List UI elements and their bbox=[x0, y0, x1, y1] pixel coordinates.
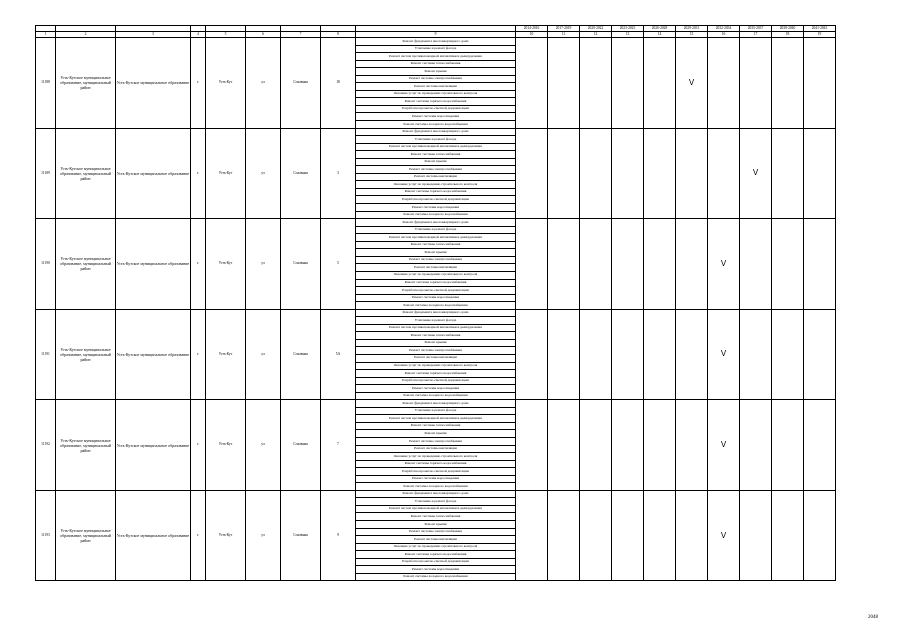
period-header: 2038-2040 bbox=[772, 26, 804, 32]
column-number: 2 bbox=[56, 32, 116, 38]
schedule-cell bbox=[548, 128, 580, 219]
house-number: 3 bbox=[321, 128, 356, 219]
schedule-cell bbox=[740, 490, 772, 581]
street-name: Сплавная bbox=[281, 219, 321, 310]
work-type: Ремонт фундамента многоквартирного дома bbox=[356, 128, 516, 136]
street-name: Сплавная bbox=[281, 400, 321, 491]
schedule-cell bbox=[580, 309, 612, 400]
schedule-cell bbox=[708, 38, 740, 129]
schedule-cell bbox=[580, 219, 612, 310]
settlement-type: г. bbox=[191, 400, 206, 491]
work-type: Ремонт системы холодного водоснабжения bbox=[356, 211, 516, 219]
work-type: Ремонт фундамента многоквартирного дома bbox=[356, 219, 516, 227]
column-number: 14 bbox=[644, 32, 676, 38]
work-type: Разработка проектно-сметной документации bbox=[356, 196, 516, 204]
work-type: Ремонт системы холодного водоснабжения bbox=[356, 302, 516, 310]
street-type: ул bbox=[246, 38, 281, 129]
work-type: Ремонт крыши bbox=[356, 521, 516, 529]
column-number: 18 bbox=[772, 32, 804, 38]
schedule-cell bbox=[772, 128, 804, 219]
work-type: Ремонт системы вентиляции bbox=[356, 173, 516, 181]
work-type: Ремонт системы водоотведения bbox=[356, 204, 516, 212]
schedule-cell bbox=[676, 309, 708, 400]
work-type: Ремонт системы электроснабжения bbox=[356, 528, 516, 536]
street-name: Сплавная bbox=[281, 38, 321, 129]
table-row bbox=[36, 219, 836, 227]
work-type: Ремонт системы электроснабжения bbox=[356, 166, 516, 174]
schedule-cell bbox=[516, 490, 548, 581]
schedule-cell bbox=[580, 490, 612, 581]
schedule-cell bbox=[644, 38, 676, 129]
column-number: 12 bbox=[580, 32, 612, 38]
schedule-cell bbox=[644, 490, 676, 581]
district-name: Усть-Кутское муниципальное образование, муниципальный район bbox=[56, 38, 116, 129]
schedule-cell bbox=[580, 38, 612, 129]
record-id: 11189 bbox=[36, 128, 56, 219]
column-number: 4 bbox=[191, 32, 206, 38]
work-type: Ремонт системы электроснабжения bbox=[356, 256, 516, 264]
table-row bbox=[36, 400, 836, 408]
work-type: Ремонт фундамента многоквартирного дома bbox=[356, 490, 516, 498]
work-type: Ремонт фундамента многоквартирного дома bbox=[356, 400, 516, 408]
schedule-cell bbox=[548, 309, 580, 400]
house-number: 5 bbox=[321, 219, 356, 310]
record-id: 11188 bbox=[36, 38, 56, 129]
work-type: Ремонт системы электроснабжения bbox=[356, 75, 516, 83]
house-number: 18 bbox=[321, 38, 356, 129]
repair-schedule-table bbox=[35, 25, 836, 581]
period-header: 2017-2019 bbox=[548, 26, 580, 32]
table-row bbox=[36, 38, 836, 46]
column-number: 13 bbox=[612, 32, 644, 38]
schedule-cell bbox=[516, 219, 548, 310]
municipality-name: Усть-Кутское муниципальное образование bbox=[116, 219, 191, 310]
settlement-name: Усть-Кут bbox=[206, 490, 246, 581]
street-name: Сплавная bbox=[281, 490, 321, 581]
schedule-cell bbox=[612, 400, 644, 491]
work-type: Разработка проектно-сметной документации bbox=[356, 468, 516, 476]
period-header: 2029-2031 bbox=[676, 26, 708, 32]
work-type: Утепление и ремонт фасада bbox=[356, 226, 516, 234]
column-number: 9 bbox=[356, 32, 516, 38]
work-type: Разработка проектно-сметной документации bbox=[356, 287, 516, 295]
work-type: Ремонт системы теплоснабжения bbox=[356, 422, 516, 430]
work-type: Ремонт систем противопожарной автоматики и дымоудаления bbox=[356, 505, 516, 513]
settlement-type: г. bbox=[191, 490, 206, 581]
schedule-cell bbox=[740, 38, 772, 129]
street-name: Сплавная bbox=[281, 128, 321, 219]
document-page bbox=[35, 25, 835, 581]
schedule-cell bbox=[804, 219, 836, 310]
work-type: Ремонт системы водоотведения bbox=[356, 294, 516, 302]
municipality-name: Усть-Кутское муниципальное образование bbox=[116, 38, 191, 129]
work-type: Ремонт системы теплоснабжения bbox=[356, 151, 516, 159]
schedule-cell bbox=[548, 38, 580, 129]
schedule-cell bbox=[612, 490, 644, 581]
work-type: Ремонт системы горячего водоснабжения bbox=[356, 370, 516, 378]
schedule-mark: V bbox=[708, 219, 740, 310]
settlement-type: г. bbox=[191, 38, 206, 129]
settlement-type: г. bbox=[191, 309, 206, 400]
work-type: Ремонт системы вентиляции bbox=[356, 445, 516, 453]
work-type: Оказание услуг по проведению строительного контроля bbox=[356, 271, 516, 279]
work-type: Ремонт системы холодного водоснабжения bbox=[356, 121, 516, 129]
work-type: Ремонт систем противопожарной автоматики и дымоудаления bbox=[356, 53, 516, 61]
schedule-cell bbox=[676, 219, 708, 310]
municipality-name: Усть-Кутское муниципальное образование bbox=[116, 128, 191, 219]
work-type: Ремонт системы вентиляции bbox=[356, 354, 516, 362]
table-row bbox=[36, 128, 836, 136]
schedule-mark: V bbox=[676, 38, 708, 129]
schedule-cell bbox=[676, 400, 708, 491]
work-type: Утепление и ремонт фасада bbox=[356, 136, 516, 144]
schedule-cell bbox=[644, 400, 676, 491]
schedule-cell bbox=[548, 490, 580, 581]
work-type: Оказание услуг по проведению строительного контроля bbox=[356, 543, 516, 551]
column-number: 16 bbox=[708, 32, 740, 38]
schedule-cell bbox=[644, 219, 676, 310]
work-type: Ремонт системы электроснабжения bbox=[356, 347, 516, 355]
record-id: 11193 bbox=[36, 490, 56, 581]
settlement-type: г. bbox=[191, 219, 206, 310]
column-number: 19 bbox=[804, 32, 836, 38]
work-type: Ремонт крыши bbox=[356, 68, 516, 76]
period-header: 2020-2022 bbox=[580, 26, 612, 32]
schedule-mark: V bbox=[708, 490, 740, 581]
schedule-cell bbox=[804, 309, 836, 400]
work-type: Утепление и ремонт фасада bbox=[356, 498, 516, 506]
settlement-name: Усть-Кут bbox=[206, 128, 246, 219]
schedule-cell bbox=[772, 38, 804, 129]
column-number: 3 bbox=[116, 32, 191, 38]
work-type: Ремонт системы горячего водоснабжения bbox=[356, 98, 516, 106]
schedule-cell bbox=[772, 309, 804, 400]
work-type: Ремонт системы холодного водоснабжения bbox=[356, 573, 516, 581]
schedule-cell bbox=[740, 400, 772, 491]
work-type: Ремонт системы вентиляции bbox=[356, 83, 516, 91]
work-type: Разработка проектно-сметной документации bbox=[356, 105, 516, 113]
work-type: Ремонт системы вентиляции bbox=[356, 536, 516, 544]
municipality-name: Усть-Кутское муниципальное образование bbox=[116, 490, 191, 581]
work-type: Ремонт системы холодного водоснабжения bbox=[356, 483, 516, 491]
work-type: Ремонт крыши bbox=[356, 339, 516, 347]
work-type: Оказание услуг по проведению строительного контроля bbox=[356, 181, 516, 189]
table-row bbox=[36, 490, 836, 498]
district-name: Усть-Кутское муниципальное образование, муниципальный район bbox=[56, 128, 116, 219]
page-number: 2048 bbox=[868, 615, 878, 620]
work-type: Ремонт фундамента многоквартирного дома bbox=[356, 38, 516, 46]
street-name: Сплавная bbox=[281, 309, 321, 400]
schedule-cell bbox=[548, 219, 580, 310]
settlement-type: г. bbox=[191, 128, 206, 219]
schedule-cell bbox=[612, 128, 644, 219]
schedule-cell bbox=[612, 219, 644, 310]
column-number: 7 bbox=[281, 32, 321, 38]
schedule-cell bbox=[740, 219, 772, 310]
record-id: 11191 bbox=[36, 309, 56, 400]
schedule-cell bbox=[612, 38, 644, 129]
work-type: Ремонт крыши bbox=[356, 249, 516, 257]
schedule-cell bbox=[740, 309, 772, 400]
work-type: Ремонт систем противопожарной автоматики и дымоудаления bbox=[356, 324, 516, 332]
schedule-cell bbox=[804, 128, 836, 219]
record-id: 11192 bbox=[36, 400, 56, 491]
work-type: Ремонт крыши bbox=[356, 158, 516, 166]
column-number: 1 bbox=[36, 32, 56, 38]
street-type: ул bbox=[246, 309, 281, 400]
period-header: 2032-2034 bbox=[708, 26, 740, 32]
schedule-cell bbox=[772, 490, 804, 581]
work-type: Ремонт системы водоотведения bbox=[356, 475, 516, 483]
district-name: Усть-Кутское муниципальное образование, муниципальный район bbox=[56, 309, 116, 400]
work-type: Ремонт систем противопожарной автоматики и дымоудаления bbox=[356, 415, 516, 423]
work-type: Ремонт системы холодного водоснабжения bbox=[356, 392, 516, 400]
record-id: 11190 bbox=[36, 219, 56, 310]
period-header: 2026-2028 bbox=[644, 26, 676, 32]
district-name: Усть-Кутское муниципальное образование, муниципальный район bbox=[56, 490, 116, 581]
work-type: Оказание услуг по проведению строительного контроля bbox=[356, 90, 516, 98]
work-type: Ремонт системы горячего водоснабжения bbox=[356, 279, 516, 287]
column-number: 5 bbox=[206, 32, 246, 38]
work-type: Ремонт системы водоотведения bbox=[356, 566, 516, 574]
schedule-cell bbox=[708, 128, 740, 219]
work-type: Разработка проектно-сметной документации bbox=[356, 558, 516, 566]
work-type: Ремонт системы водоотведения bbox=[356, 385, 516, 393]
settlement-name: Усть-Кут bbox=[206, 38, 246, 129]
street-type: ул bbox=[246, 128, 281, 219]
schedule-cell bbox=[516, 400, 548, 491]
schedule-cell bbox=[644, 309, 676, 400]
municipality-name: Усть-Кутское муниципальное образование bbox=[116, 400, 191, 491]
work-type: Ремонт системы горячего водоснабжения bbox=[356, 460, 516, 468]
schedule-cell bbox=[804, 400, 836, 491]
schedule-cell bbox=[676, 490, 708, 581]
work-type: Ремонт системы горячего водоснабжения bbox=[356, 551, 516, 559]
street-type: ул bbox=[246, 219, 281, 310]
schedule-cell bbox=[516, 309, 548, 400]
work-type: Оказание услуг по проведению строительного контроля bbox=[356, 362, 516, 370]
schedule-cell bbox=[804, 490, 836, 581]
schedule-cell bbox=[772, 400, 804, 491]
district-name: Усть-Кутское муниципальное образование, муниципальный район bbox=[56, 219, 116, 310]
settlement-name: Усть-Кут bbox=[206, 400, 246, 491]
work-type: Ремонт системы теплоснабжения bbox=[356, 332, 516, 340]
schedule-cell bbox=[548, 400, 580, 491]
period-header: 2035-2037 bbox=[740, 26, 772, 32]
municipality-name: Усть-Кутское муниципальное образование bbox=[116, 309, 191, 400]
work-type: Ремонт системы электроснабжения bbox=[356, 437, 516, 445]
table-row bbox=[36, 309, 836, 317]
column-number: 17 bbox=[740, 32, 772, 38]
work-type: Ремонт фундамента многоквартирного дома bbox=[356, 309, 516, 317]
column-number: 15 bbox=[676, 32, 708, 38]
house-number: 7 bbox=[321, 400, 356, 491]
schedule-cell bbox=[612, 309, 644, 400]
work-type: Ремонт систем противопожарной автоматики и дымоудаления bbox=[356, 234, 516, 242]
schedule-mark: V bbox=[708, 309, 740, 400]
district-name: Усть-Кутское муниципальное образование, муниципальный район bbox=[56, 400, 116, 491]
work-type: Ремонт системы горячего водоснабжения bbox=[356, 188, 516, 196]
work-type: Ремонт системы теплоснабжения bbox=[356, 513, 516, 521]
period-header: 2041-2043 bbox=[804, 26, 836, 32]
settlement-name: Усть-Кут bbox=[206, 309, 246, 400]
work-type: Разработка проектно-сметной документации bbox=[356, 377, 516, 385]
schedule-cell bbox=[772, 219, 804, 310]
period-header: 2023-2025 bbox=[612, 26, 644, 32]
work-type: Ремонт системы вентиляции bbox=[356, 264, 516, 272]
house-number: 9 bbox=[321, 490, 356, 581]
street-type: ул bbox=[246, 490, 281, 581]
column-number: 8 bbox=[321, 32, 356, 38]
column-number: 11 bbox=[548, 32, 580, 38]
work-type: Ремонт крыши bbox=[356, 430, 516, 438]
work-type: Ремонт системы теплоснабжения bbox=[356, 60, 516, 68]
work-type: Оказание услуг по проведению строительного контроля bbox=[356, 453, 516, 461]
work-type: Утепление и ремонт фасада bbox=[356, 45, 516, 53]
work-type: Ремонт системы водоотведения bbox=[356, 113, 516, 121]
work-type: Утепление и ремонт фасада bbox=[356, 317, 516, 325]
work-type: Ремонт системы теплоснабжения bbox=[356, 241, 516, 249]
work-type: Ремонт систем противопожарной автоматики и дымоудаления bbox=[356, 143, 516, 151]
schedule-cell bbox=[516, 128, 548, 219]
schedule-mark: V bbox=[708, 400, 740, 491]
street-type: ул bbox=[246, 400, 281, 491]
house-number: 5А bbox=[321, 309, 356, 400]
schedule-cell bbox=[580, 400, 612, 491]
settlement-name: Усть-Кут bbox=[206, 219, 246, 310]
work-type: Утепление и ремонт фасада bbox=[356, 407, 516, 415]
period-header: 2014-2016 bbox=[516, 26, 548, 32]
schedule-cell bbox=[644, 128, 676, 219]
schedule-cell bbox=[676, 128, 708, 219]
column-number: 6 bbox=[246, 32, 281, 38]
schedule-cell bbox=[516, 38, 548, 129]
schedule-cell bbox=[580, 128, 612, 219]
schedule-cell bbox=[804, 38, 836, 129]
schedule-mark: V bbox=[740, 128, 772, 219]
column-number: 10 bbox=[516, 32, 548, 38]
